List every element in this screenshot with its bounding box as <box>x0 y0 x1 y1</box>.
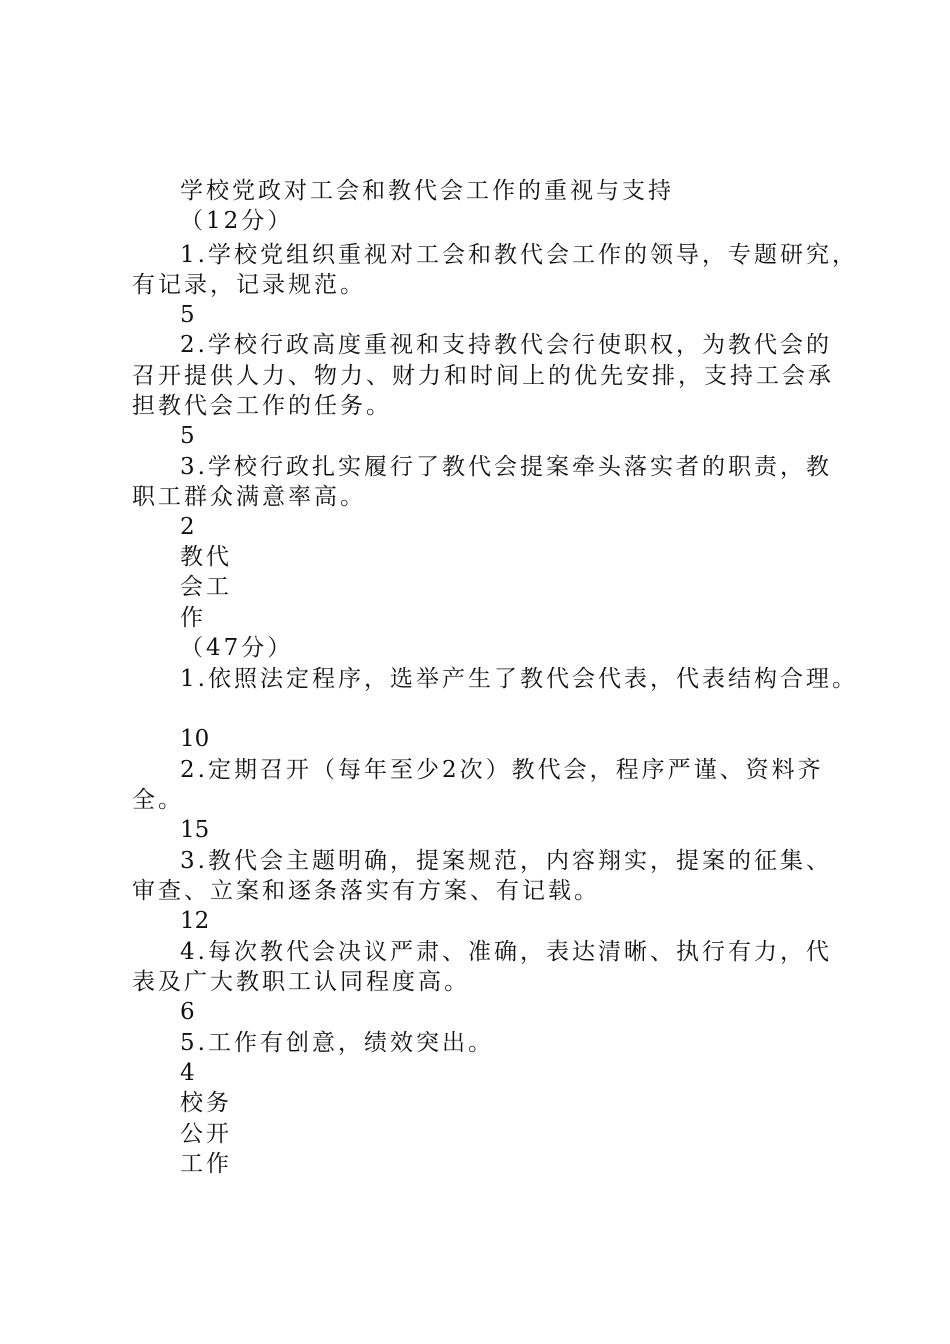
section-title: 作 <box>180 605 206 631</box>
section-title: 教代 <box>180 544 232 570</box>
item-score: 5 <box>180 423 195 449</box>
section-title: 校务 <box>180 1090 232 1116</box>
item-score: 12 <box>180 908 210 934</box>
item-text-cont: 召开提供人力、物力、财力和时间上的优先安排，支持工会承 <box>132 363 834 389</box>
section-title: 会工 <box>180 574 232 600</box>
section-score: （12分） <box>180 208 294 234</box>
item-text: 5.工作有创意，绩效突出。 <box>180 1030 494 1056</box>
item-text-cont: 审查、立案和逐条落实有方案、有记载。 <box>132 878 600 904</box>
item-score: 10 <box>180 726 210 752</box>
item-text-cont: 表及广大教职工认同程度高。 <box>132 969 470 995</box>
item-text: 1.依照法定程序，选举产生了教代会代表，代表结构合理。 <box>180 666 858 692</box>
item-text: 1.学校党组织重视对工会和教代会工作的领导，专题研究， <box>180 242 858 268</box>
item-text-cont: 职工群众满意率高。 <box>132 484 366 510</box>
item-text-cont: 全。 <box>132 787 184 813</box>
item-score: 2 <box>180 514 195 540</box>
item-text: 2.定期召开（每年至少2次）教代会，程序严谨、资料齐 <box>180 757 824 783</box>
item-score: 5 <box>180 302 195 328</box>
item-text: 3.教代会主题明确，提案规范，内容翔实，提案的征集、 <box>180 848 832 874</box>
section-title: 学校党政对工会和教代会工作的重视与支持 <box>180 178 674 204</box>
section-title: 公开 <box>180 1121 232 1147</box>
item-text: 4.每次教代会决议严肃、准确，表达清晰、执行有力，代 <box>180 939 832 965</box>
item-text-cont: 担教代会工作的任务。 <box>132 393 392 419</box>
item-score: 6 <box>180 999 195 1025</box>
item-text-cont: 有记录，记录规范。 <box>132 272 366 298</box>
section-score: （47分） <box>180 635 294 661</box>
item-score: 4 <box>180 1060 195 1086</box>
item-score: 15 <box>180 817 210 843</box>
section-title: 工作 <box>180 1151 232 1177</box>
item-text: 3.学校行政扎实履行了教代会提案牵头落实者的职责，教 <box>180 454 832 480</box>
item-text: 2.学校行政高度重视和支持教代会行使职权，为教代会的 <box>180 332 832 358</box>
